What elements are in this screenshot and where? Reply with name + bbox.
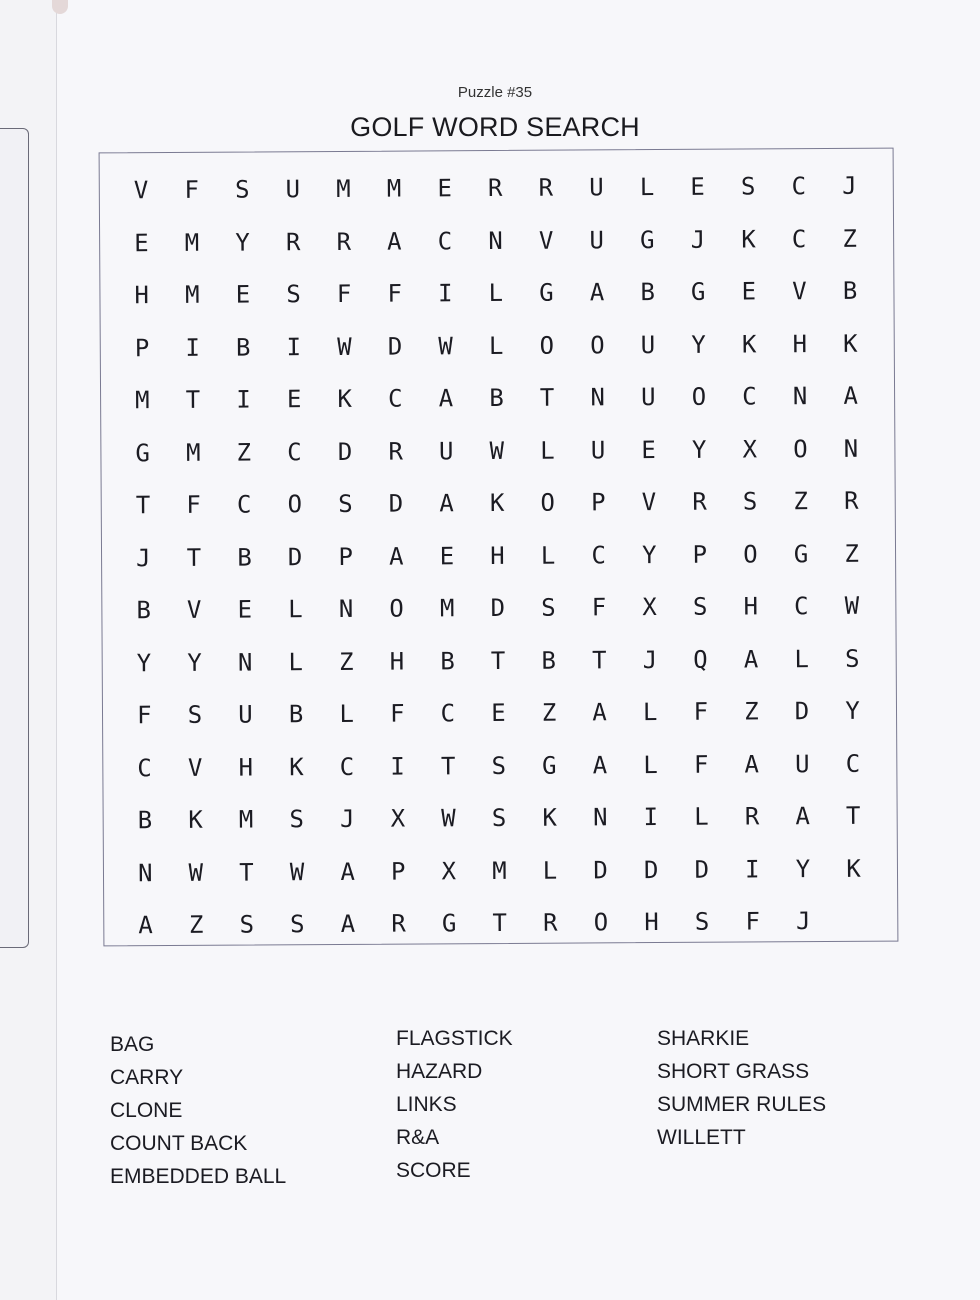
grid-letter: D — [337, 437, 353, 466]
grid-letter: S — [338, 490, 353, 519]
grid-letter: M — [185, 438, 201, 467]
grid-letter: F — [745, 907, 760, 936]
grid-letter: K — [741, 330, 757, 359]
grid-letter: A — [744, 750, 760, 779]
grid-letter: C — [791, 224, 807, 253]
word-item: SUMMER RULES — [657, 1093, 827, 1116]
grid-letter: L — [639, 173, 655, 202]
grid-letter: Y — [691, 435, 707, 464]
grid-letter: V — [133, 176, 149, 205]
grid-letter: E — [134, 228, 149, 257]
grid-letter: Y — [691, 330, 706, 359]
grid-letter: V — [792, 277, 807, 306]
grid-letter: D — [387, 332, 403, 361]
grid-letter: Z — [842, 224, 858, 253]
grid-letter: Y — [187, 648, 202, 677]
grid-letter: I — [185, 333, 200, 362]
grid-letter: F — [389, 699, 405, 728]
grid-letter: O — [691, 382, 707, 412]
grid-letter: W — [489, 436, 505, 465]
grid-letter — [828, 895, 879, 948]
grid-letter: M — [184, 281, 200, 310]
grid-letter: Y — [235, 228, 250, 257]
grid-letter: R — [285, 227, 301, 257]
grid-letter: A — [388, 542, 404, 571]
grid-letter: H — [792, 329, 808, 358]
grid-letter: C — [742, 382, 757, 411]
grid-letter: B — [489, 384, 504, 413]
grid-letter: P — [338, 542, 354, 571]
grid-letter: O — [389, 594, 404, 623]
grid-letter: V — [538, 226, 554, 255]
grid-letter: K — [289, 752, 304, 782]
grid-letter: S — [239, 910, 255, 939]
grid-letter: D — [287, 542, 303, 572]
grid-letter: H — [238, 753, 254, 782]
grid-letter: N — [843, 434, 859, 463]
grid-letter: B — [235, 333, 251, 362]
grid-letter: G — [640, 225, 655, 254]
grid-letter: Y — [641, 540, 657, 569]
grid-letter: K — [542, 803, 557, 832]
grid-letter: B — [440, 647, 455, 676]
grid-letter: S — [844, 644, 860, 673]
grid-letter: R — [388, 437, 403, 466]
grid-letter: L — [488, 331, 504, 360]
grid-letter: Q — [693, 645, 708, 674]
grid-letter: S — [289, 805, 305, 834]
word-item: CLONE — [110, 1099, 183, 1122]
grid-letter: T — [591, 646, 607, 675]
grid-letter: O — [540, 488, 556, 517]
grid-letter: X — [390, 804, 406, 833]
grid-letter: K — [489, 489, 505, 518]
grid-letter: I — [390, 752, 405, 781]
grid-letter: T — [186, 543, 202, 572]
grid-letter: R — [391, 909, 406, 938]
word-item: HAZARD — [396, 1060, 483, 1083]
grid-letter: H — [743, 592, 759, 621]
grid-letter: R — [843, 487, 859, 516]
grid-letter: H — [644, 908, 659, 937]
grid-letter: T — [185, 386, 201, 415]
grid-letter: U — [285, 175, 301, 204]
grid-letter: L — [643, 750, 658, 779]
grid-letter: T — [239, 858, 254, 887]
grid-letter: Y — [795, 854, 811, 883]
grid-letter: S — [286, 280, 301, 309]
grid-letter: A — [592, 698, 607, 727]
letter-grid — [116, 160, 881, 945]
grid-letter: G — [542, 751, 557, 780]
grid-letter: T — [492, 909, 508, 938]
grid-letter: D — [388, 489, 404, 518]
grid-letter: S — [491, 751, 507, 780]
grid-letter: N — [792, 382, 808, 411]
grid-letter: B — [288, 700, 304, 729]
grid-letter: K — [337, 385, 353, 414]
grid-letter: L — [488, 279, 504, 308]
grid-letter: C — [137, 753, 152, 782]
grid-letter: Y — [136, 648, 152, 677]
grid-letter: D — [593, 856, 608, 885]
grid-letter: J — [795, 907, 811, 936]
word-item: R&A — [396, 1126, 440, 1149]
word-list — [0, 1022, 980, 1202]
grid-letter: T — [135, 491, 151, 520]
grid-letter: G — [793, 539, 809, 568]
grid-letter: F — [184, 176, 199, 205]
grid-letter: I — [745, 855, 760, 884]
grid-letter: B — [640, 278, 655, 307]
grid-letter: U — [794, 749, 810, 778]
grid-letter: U — [589, 226, 605, 255]
grid-letter: N — [237, 648, 253, 677]
grid-letter: W — [337, 332, 352, 361]
grid-letter: F — [136, 701, 152, 730]
grid-letter: U — [438, 437, 454, 466]
grid-letter: E — [491, 699, 506, 728]
grid-letter: M — [184, 228, 200, 257]
word-item: SCORE — [396, 1159, 471, 1182]
grid-letter: C — [287, 437, 302, 467]
grid-letter: R — [336, 227, 352, 256]
grid-letter: T — [440, 752, 456, 781]
grid-letter: F — [336, 280, 352, 309]
grid-letter: J — [642, 645, 658, 674]
grid-letter: U — [590, 436, 606, 465]
grid-letter: O — [593, 908, 609, 937]
grid-letter: B — [842, 277, 858, 306]
grid-letter: A — [340, 857, 355, 886]
grid-letter: A — [743, 645, 759, 674]
grid-letter: B — [136, 596, 151, 625]
grid-letter: M — [386, 174, 402, 203]
grid-letter: B — [541, 646, 557, 675]
grid-letter: R — [538, 173, 554, 202]
grid-letter: O — [743, 540, 758, 569]
grid-letter: L — [339, 700, 354, 729]
grid-letter: H — [490, 541, 505, 570]
word-list-column-1 — [110, 1028, 286, 1193]
word-item: CARRY — [110, 1066, 184, 1089]
grid-letter: C — [845, 749, 861, 778]
grid-letter: L — [694, 802, 709, 832]
grid-letter: C — [388, 384, 403, 413]
grid-letter: W — [188, 858, 204, 887]
grid-letter: S — [491, 804, 507, 833]
grid-letter: M — [135, 386, 150, 415]
grid-letter: U — [589, 173, 604, 202]
grid-letter: O — [539, 331, 555, 360]
word-item: COUNT BACK — [110, 1132, 248, 1155]
grid-letter: P — [692, 540, 708, 569]
grid-letter: E — [641, 435, 656, 464]
grid-letter: B — [137, 806, 153, 835]
grid-letter: A — [138, 911, 153, 940]
grid-letter: L — [540, 541, 556, 570]
grid-letter: A — [592, 751, 608, 780]
word-list-column-3 — [657, 1022, 826, 1154]
grid-letter: R — [542, 908, 558, 937]
grid-letter: R — [487, 174, 503, 203]
grid-letter: H — [389, 647, 405, 676]
word-item: LINKS — [396, 1093, 457, 1116]
grid-letter: W — [844, 592, 860, 621]
grid-letter: A — [589, 278, 605, 307]
grid-letter: U — [238, 700, 253, 729]
grid-letter: X — [742, 435, 758, 464]
grid-letter: G — [539, 278, 554, 307]
grid-letter: A — [438, 384, 454, 413]
grid-letter: I — [643, 803, 659, 832]
grid-letter: M — [336, 175, 351, 204]
grid-letter: G — [441, 909, 457, 938]
grid-letter: F — [186, 491, 201, 520]
grid-letter: N — [338, 595, 354, 624]
grid-letter: G — [135, 438, 150, 467]
grid-letter: Z — [541, 698, 557, 727]
grid-letter: F — [693, 750, 709, 779]
grid-letter: L — [542, 856, 558, 885]
grid-letter: C — [236, 490, 252, 519]
word-item: WILLETT — [657, 1126, 746, 1149]
grid-letter: Z — [744, 697, 759, 726]
grid-letter: V — [641, 488, 657, 517]
grid-letter: J — [136, 543, 151, 572]
grid-letter: S — [234, 175, 250, 204]
word-item: SHARKIE — [657, 1027, 750, 1050]
grid-letter: S — [692, 592, 708, 622]
grid-letter: D — [794, 697, 810, 726]
grid-letter: L — [540, 436, 555, 465]
puzzle-title: GOLF WORD SEARCH — [350, 112, 640, 142]
grid-letter: E — [235, 280, 251, 309]
grid-letter: A — [387, 227, 402, 256]
grid-letter: C — [339, 752, 355, 781]
grid-letter: S — [740, 172, 756, 201]
grid-letter: P — [134, 333, 150, 362]
grid-letter: N — [137, 858, 153, 887]
grid-letter: S — [187, 701, 203, 730]
grid-letter: M — [492, 856, 507, 885]
grid-letter: N — [488, 226, 503, 255]
grid-letter: V — [187, 753, 203, 782]
grid-letter: I — [437, 279, 453, 308]
puzzle-number: Puzzle #35 — [457, 84, 533, 101]
grid-letter: E — [741, 277, 757, 306]
grid-letter: M — [238, 805, 254, 834]
grid-letter: J — [690, 225, 706, 254]
grid-letter: W — [441, 804, 456, 833]
grid-letter: X — [642, 593, 657, 622]
grid-letter: N — [592, 803, 608, 832]
grid-letter: E — [286, 385, 302, 414]
previous-page-edge — [0, 128, 29, 948]
grid-letter: R — [744, 802, 760, 831]
grid-letter: A — [340, 910, 356, 939]
grid-letter: W — [438, 332, 453, 361]
grid-letter: V — [186, 596, 202, 625]
grid-letter: I — [286, 332, 302, 362]
grid-letter: T — [845, 802, 861, 831]
grid-letter: O — [590, 331, 605, 360]
grid-letter: E — [237, 595, 253, 624]
grid-letter: Z — [339, 647, 354, 676]
grid-letter: G — [690, 277, 706, 307]
grid-letter: D — [643, 855, 659, 884]
grid-letter: K — [843, 329, 858, 358]
grid-letter: F — [693, 697, 709, 727]
grid-letter: X — [441, 857, 457, 886]
grid-letter: L — [794, 644, 809, 673]
grid-letter: F — [591, 593, 607, 622]
grid-letter: K — [741, 225, 756, 254]
grid-letter: M — [439, 594, 455, 623]
grid-letter: Z — [188, 911, 204, 940]
grid-letter: L — [288, 647, 304, 677]
grid-letter: P — [591, 488, 606, 517]
grid-letter: E — [690, 172, 705, 202]
grid-letter: P — [390, 857, 406, 886]
grid-letter: U — [640, 330, 656, 359]
grid-letter: Y — [845, 697, 860, 726]
grid-letter: W — [289, 857, 305, 887]
grid-letter: L — [288, 595, 303, 624]
grid-letter: A — [795, 802, 810, 831]
word-item: FLAGSTICK — [396, 1027, 513, 1050]
grid-letter: N — [590, 383, 606, 412]
grid-letter: K — [846, 854, 861, 883]
grid-letter: A — [843, 382, 858, 411]
grid-letter: C — [794, 592, 809, 621]
grid-letter: H — [134, 281, 150, 310]
grid-letter: E — [437, 174, 452, 203]
grid-letter: O — [287, 490, 303, 519]
grid-letter: C — [440, 699, 456, 728]
grid-letter: Z — [236, 438, 252, 467]
grid-letter: C — [791, 172, 807, 201]
grid-letter: B — [237, 543, 252, 572]
word-item: EMBEDDED BALL — [110, 1165, 287, 1188]
grid-letter: J — [842, 172, 857, 201]
grid-letter: C — [591, 541, 606, 570]
word-item: SHORT GRASS — [657, 1060, 810, 1083]
grid-letter: D — [694, 855, 710, 884]
grid-letter: Z — [844, 539, 859, 568]
grid-letter: L — [642, 698, 658, 727]
grid-letter: J — [339, 805, 355, 834]
grid-letter: F — [387, 279, 402, 308]
grid-letter: K — [188, 806, 203, 835]
grid-letter: S — [290, 910, 305, 939]
grid-letter: A — [439, 489, 454, 518]
grid-letter: I — [236, 385, 251, 414]
grid-letter: C — [437, 227, 453, 256]
grid-letter: T — [490, 646, 506, 675]
grid-letter: D — [490, 594, 506, 623]
grid-letter: E — [439, 542, 455, 571]
grid-letter: S — [541, 593, 556, 622]
grid-letter: U — [640, 383, 656, 412]
grid-letter: Z — [793, 487, 809, 516]
word-item: BAG — [110, 1033, 155, 1056]
grid-letter: R — [692, 487, 707, 517]
word-list-column-2 — [396, 1022, 513, 1187]
grid-letter: S — [742, 487, 758, 516]
grid-letter: T — [539, 383, 555, 412]
grid-letter: O — [793, 434, 808, 463]
grid-letter: S — [694, 907, 710, 937]
